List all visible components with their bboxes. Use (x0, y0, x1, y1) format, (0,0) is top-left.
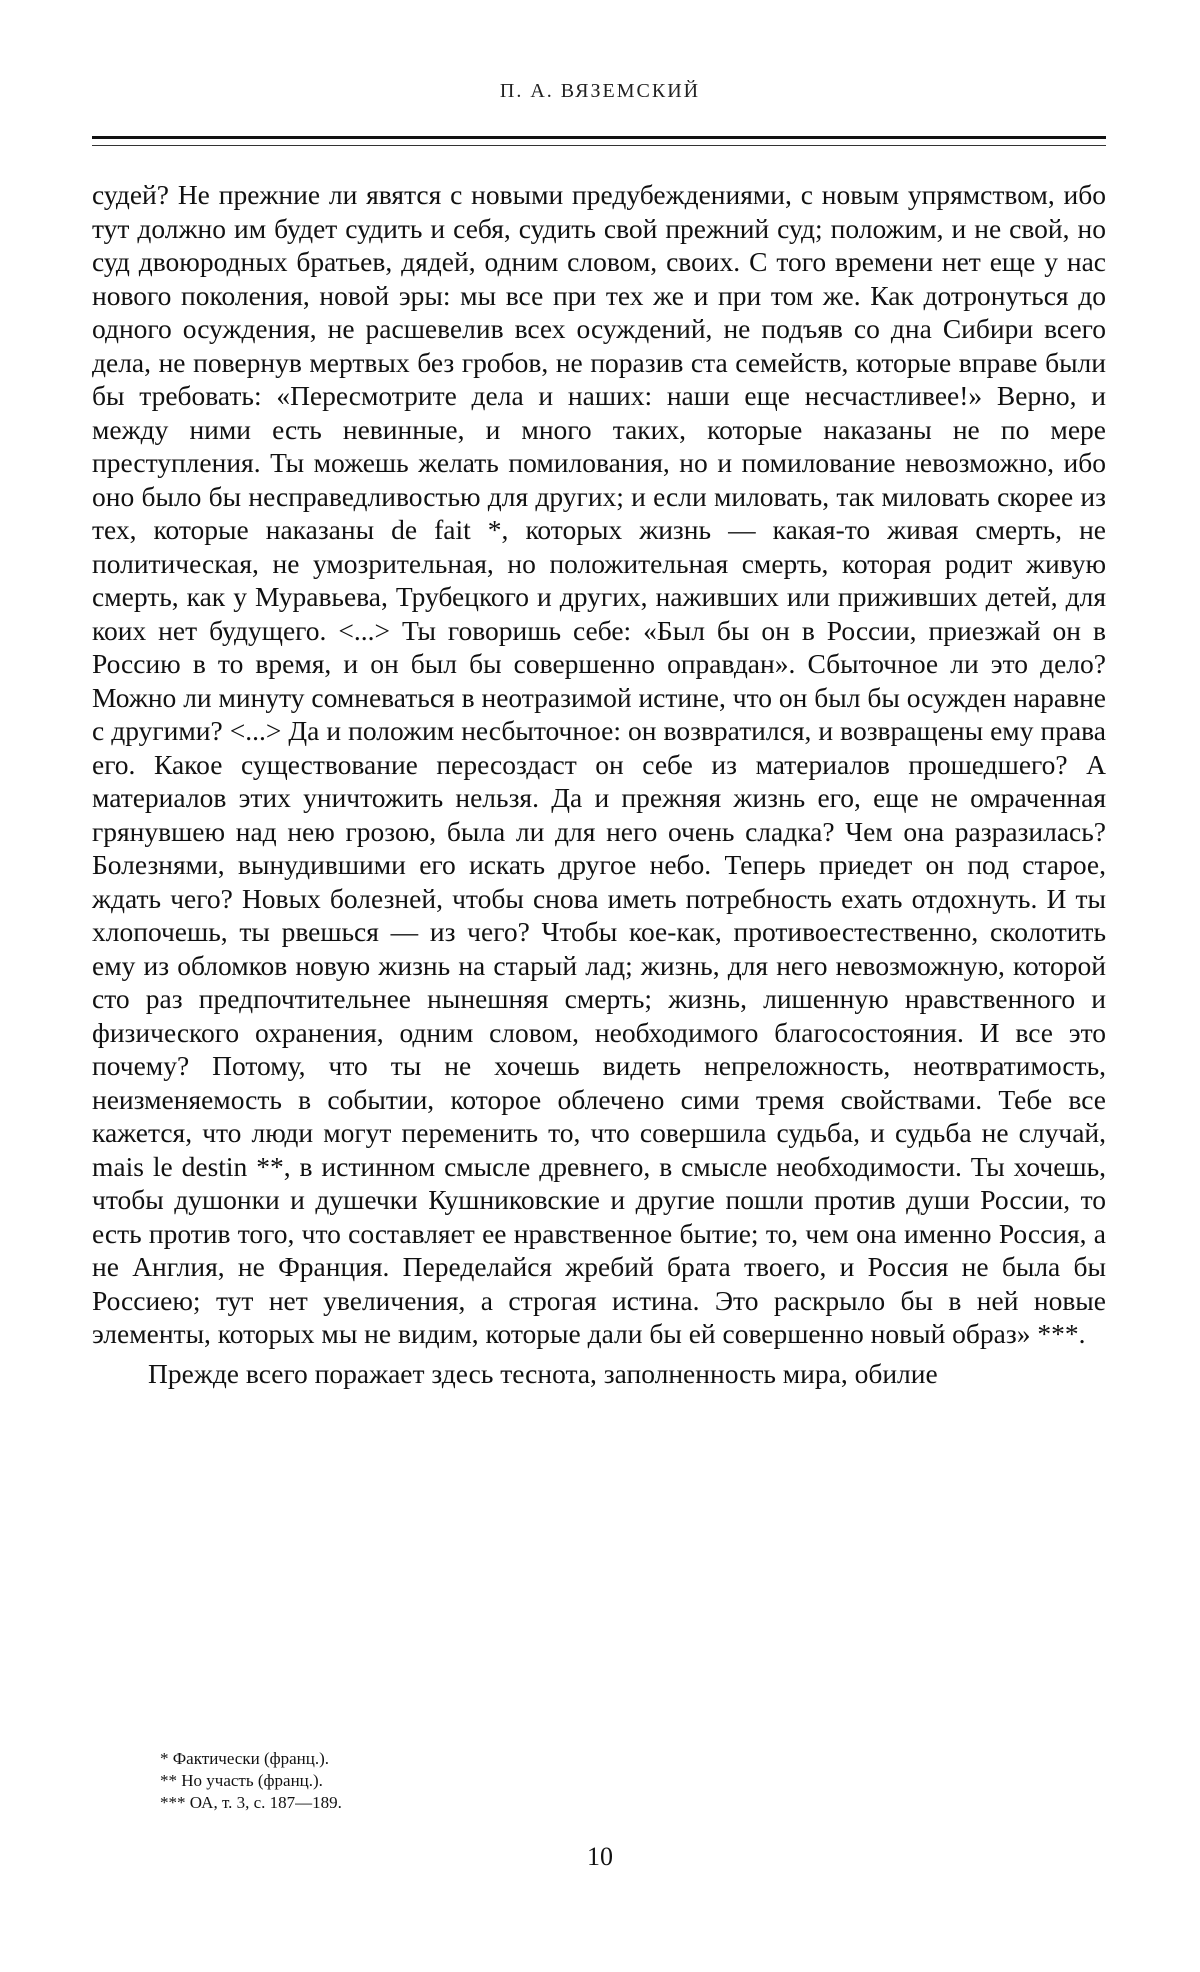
footnote: * Фактически (франц.). (160, 1749, 330, 1768)
main-text (92, 178, 1106, 1390)
footnote: *** ОА, т. 3, с. 187—189. (160, 1793, 342, 1812)
running-head: П. А. ВЯЗЕМСКИЙ (499, 80, 701, 102)
paragraph: судей? Не прежние ли явятся с новыми предубеждениями, с новым упрямством, ибо тут должно им будет судить и себя, судить свой прежний суд; положим, и не свой, но суд двоюродных братьев, дядей, одним словом, своих. С того времени нет еще у нас нового поколения, новой эры: мы все при тех же и при том же. Как дотронуться до одного осуждения, не расшевелив всех осуждений, не подъяв со дна Сибири всего дела, не повернув мертвых без гробов, не поразив ста семейств, которые вправе были бы требовать: «Пересмотрите дела и наших: наши еще несчастливее!» Верно, и между ними есть невинные, и много таких, которые наказаны не по мере преступления. Ты можешь желать помилования, но и помилование невозможно, ибо оно было бы несправедливостью для других; и если миловать, так миловать скорее из тех, которые наказаны de fait *, которых жизнь — какая-то живая смерть, не политическая, не умозрительная, но положительная смерть, которая родит живую смерть, как у Муравьева, Трубецкого и других, наживших или приживших детей, для коих нет будущего. <...> Ты говоришь себе: «Был бы он в России, приезжай он в Россию в то время, и он был бы совершенно оправдан». Сбыточное ли это дело? Можно ли минуту сомневаться в неотразимой истине, что он был бы осужден наравне с другими? <...> Да и положим несбыточное: он возвратился, и возвращены ему права его. Какое существование пересоздаст он себе из материалов прошедшего? А материалов этих уничтожить нельзя. Да и прежняя жизнь его, еще не омраченная грянувшею над нею грозою, была ли для него очень сладка? Чем она разразилась? Болезнями, вынудившими его искать другое небо. Теперь приедет он под старое, ждать чего? Новых болезней, чтобы снова иметь потребность ехать отдохнуть. И ты хлопочешь, ты рвешься — из чего? Чтобы кое-как, противоестественно, сколотить ему из обломков новую жизнь на старый лад; жизнь, для него невозможную, которой сто раз предпочтительнее нынешняя смерть; жизнь, лишенную нравственного и физического охранения, одним словом, необходимого благосостояния. И все это почему? Потому, что ты не хочешь видеть непреложность, неотвратимость, неизменяемость в событии, которое облечено сими тремя свойствами. Тебе все кажется, что люди могут переменить то, что совершила судьба, и судьба не случай, mais le destin **, в истинном смысле древнего, в смысле необходимости. Ты хочешь, чтобы душонки и душечки Кушниковские и другие пошли против души России, то есть против того, что составляет ее нравственное бытие; то, чем она именно Россия, а не Англия, не Франция. Переделайся жребий брата твоего, и Россия не была бы Россиею; тут нет увеличения, а строгая истина. Это раскрыло бы в ней новые элементы, которых мы не видим, которые дали бы ей совершенно новый образ» ***. (92, 179, 1106, 1349)
header-rule-thin (92, 145, 1106, 146)
footnotes (160, 1748, 960, 1814)
page-number: 10 (587, 1842, 613, 1871)
footnote: ** Но участь (франц.). (160, 1771, 323, 1790)
header-rule-thick (92, 136, 1106, 139)
paragraph: Прежде всего поражает здесь теснота, заполненность мира, обилие (148, 1357, 938, 1389)
